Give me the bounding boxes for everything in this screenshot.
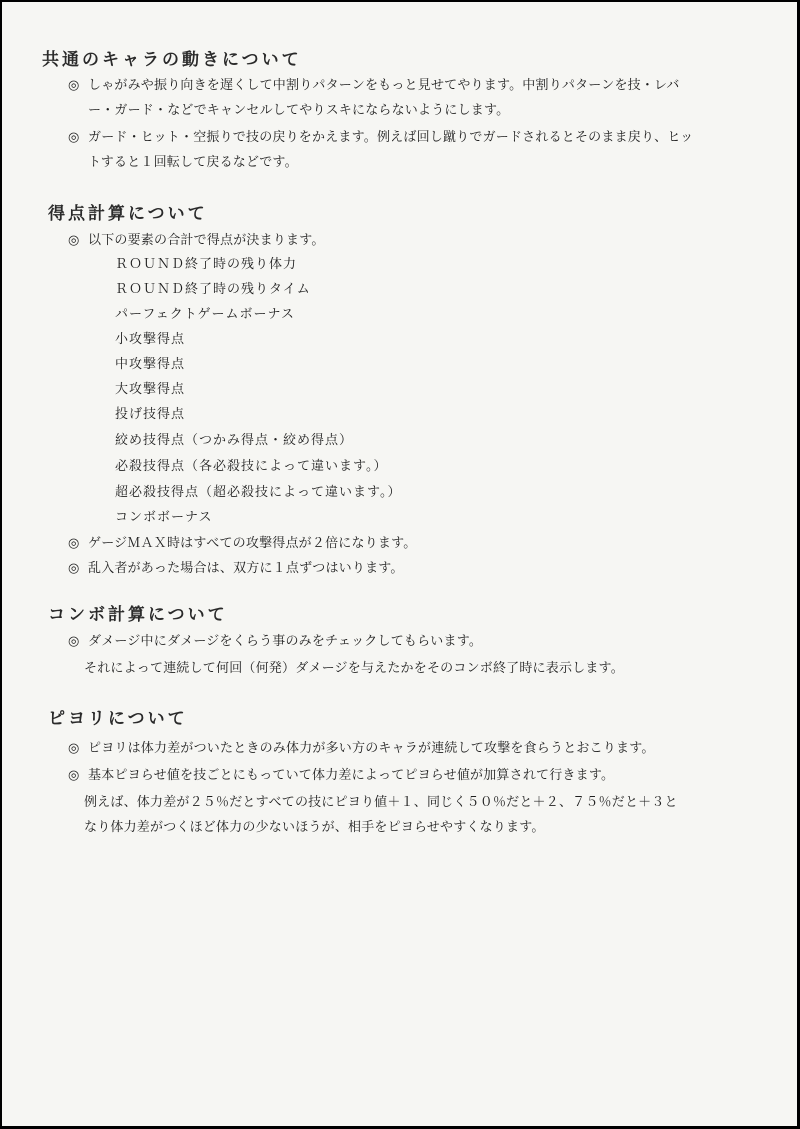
bullet-mark-icon: ◎ [68, 536, 80, 551]
score-element: ＲＯＵＮＤ終了時の残り体力 [115, 257, 298, 272]
bullet-mark-icon: ◎ [68, 130, 80, 145]
heading-piyori: ピヨリについて [48, 709, 188, 729]
piyori-item-1: ◎ ピヨリは体力差がついたときのみ体力が多い方のキャラが連続して攻撃を食らうとおこります。 [68, 741, 655, 756]
score-element: 小攻撃得点 [115, 332, 186, 347]
common-item-2-line-2: トすると１回転して戻るなどです。 [88, 155, 298, 170]
common-item-1-line-1: ◎ しゃがみや振り向きを遅くして中割りパターンをもっと見せてやります。中割りパターンを技・レバ [68, 78, 680, 93]
heading-common-movement: 共通のキャラの動きについて [42, 50, 302, 70]
bullet-mark-icon: ◎ [68, 741, 80, 756]
score-note-gauge-max: ◎ ゲージＭＡＸ時はすべての攻撃得点が２倍になります。 [68, 536, 417, 551]
heading-combo-calc: コンボ計算について [48, 605, 228, 625]
score-element: 投げ技得点 [115, 407, 186, 422]
combo-item-line-1: ◎ ダメージ中にダメージをくらう事のみをチェックしてもらいます。 [68, 634, 483, 649]
score-note-intruder: ◎ 乱入者があった場合は、双方に１点ずつはいります。 [68, 561, 404, 576]
bullet-mark-icon: ◎ [68, 634, 80, 649]
heading-score-calc: 得点計算について [48, 204, 208, 224]
score-element: コンボボーナス [115, 510, 213, 525]
score-element: ＲＯＵＮＤ終了時の残りタイム [115, 282, 311, 297]
score-element: 必殺技得点（各必殺技によって違います。） [115, 459, 388, 474]
common-item-1-line-2: ー・ガード・などでキャンセルしてやりスキにならないようにします。 [88, 103, 510, 118]
bullet-mark-icon: ◎ [68, 78, 80, 93]
score-element: 中攻撃得点 [115, 357, 186, 372]
bullet-mark-icon: ◎ [68, 561, 80, 576]
bullet-mark-icon: ◎ [68, 233, 80, 248]
piyori-item-2-line-3: なり体力差がつくほど体力の少ないほうが、相手をピヨらせやすくなります。 [84, 820, 545, 835]
score-element: 絞め技得点（つかみ得点・絞め得点） [115, 433, 354, 448]
score-intro: ◎ 以下の要素の合計で得点が決まります。 [68, 233, 325, 248]
score-element: 超必殺技得点（超必殺技によって違います。） [115, 485, 402, 500]
score-element: パーフェクトゲームボーナス [115, 307, 295, 322]
bullet-mark-icon: ◎ [68, 768, 80, 783]
combo-item-line-2: それによって連続して何回（何発）ダメージを与えたかをそのコンボ終了時に表示します。 [84, 661, 624, 676]
piyori-item-2-line-1: ◎ 基本ピヨらせ値を技ごとにもっていて体力差によってピヨらせ値が加算されて行きます。 [68, 768, 615, 783]
piyori-item-2-line-2: 例えば、体力差が２５％だとすべての技にピヨり値＋１、同じく５０％だと＋２、７５％だと＋３と [84, 795, 678, 810]
common-item-2-line-1: ◎ ガード・ヒット・空振りで技の戻りをかえます。例えば回し蹴りでガードされるとそのまま戻り、ヒッ [68, 130, 694, 145]
score-element: 大攻撃得点 [115, 382, 186, 397]
